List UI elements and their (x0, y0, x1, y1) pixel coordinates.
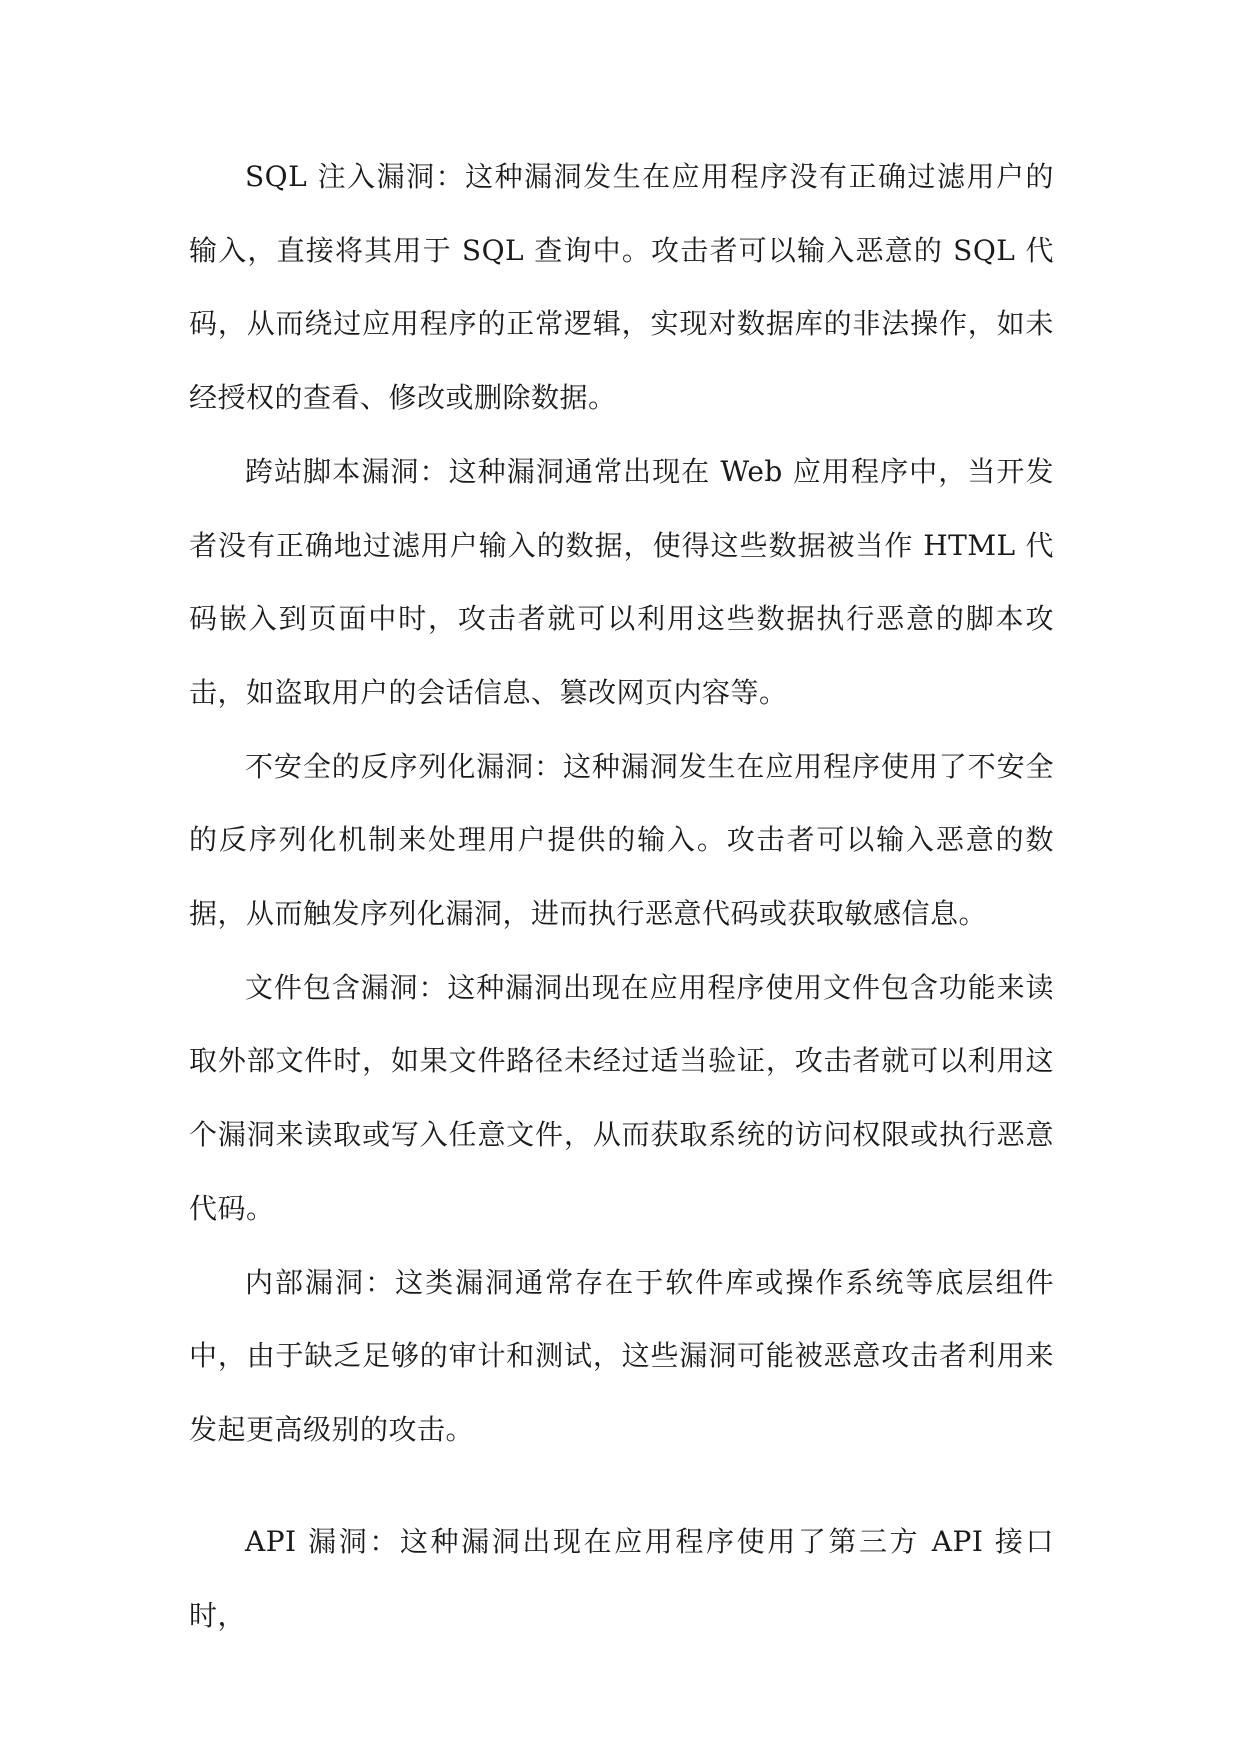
paragraph-file-inclusion: 文件包含漏洞：这种漏洞出现在应用程序使用文件包含功能来读取外部文件时，如果文件路径未经过适当验证，攻击者就可以利用这个漏洞来读取或写入任意文件，从而获取系统的访问权限或执行恶意代码。 (189, 970, 1054, 1225)
paragraph-deserialization: 不安全的反序列化漏洞：这种漏洞发生在应用程序使用了不安全的反序列化机制来处理用户提供的输入。攻击者可以输入恶意的数据，从而触发序列化漏洞，进而执行恶意代码或获取敏感信息。 (189, 749, 1054, 931)
paragraph-sql-injection: SQL 注入漏洞：这种漏洞发生在应用程序没有正确过滤用户的输入，直接将其用于 SQL 查询中。攻击者可以输入恶意的 SQL 代码，从而绕过应用程序的正常逻辑，实现对数据库的非法操作，如未经授权的查看、修改或删除数据。 (189, 160, 1054, 415)
paragraph-internal-vulnerability: 内部漏洞：这类漏洞通常存在于软件库或操作系统等底层组件中，由于缺乏足够的审计和测试，这些漏洞可能被恶意攻击者利用来发起更高级别的攻击。 (189, 1265, 1054, 1446)
document-body (189, 140, 1054, 1467)
paragraph-api-vulnerability: API 漏洞：这种漏洞出现在应用程序使用了第三方 API 接口时， (189, 1525, 1054, 1632)
paragraph-xss: 跨站脚本漏洞：这种漏洞通常出现在 Web 应用程序中，当开发者没有正确地过滤用户输入的数据，使得这些数据被当作 HTML 代码嵌入到页面中时，攻击者就可以利用这些数据执行恶意的脚本攻击，如盗取用户的会话信息、篡改网页内容等。 (189, 454, 1054, 709)
